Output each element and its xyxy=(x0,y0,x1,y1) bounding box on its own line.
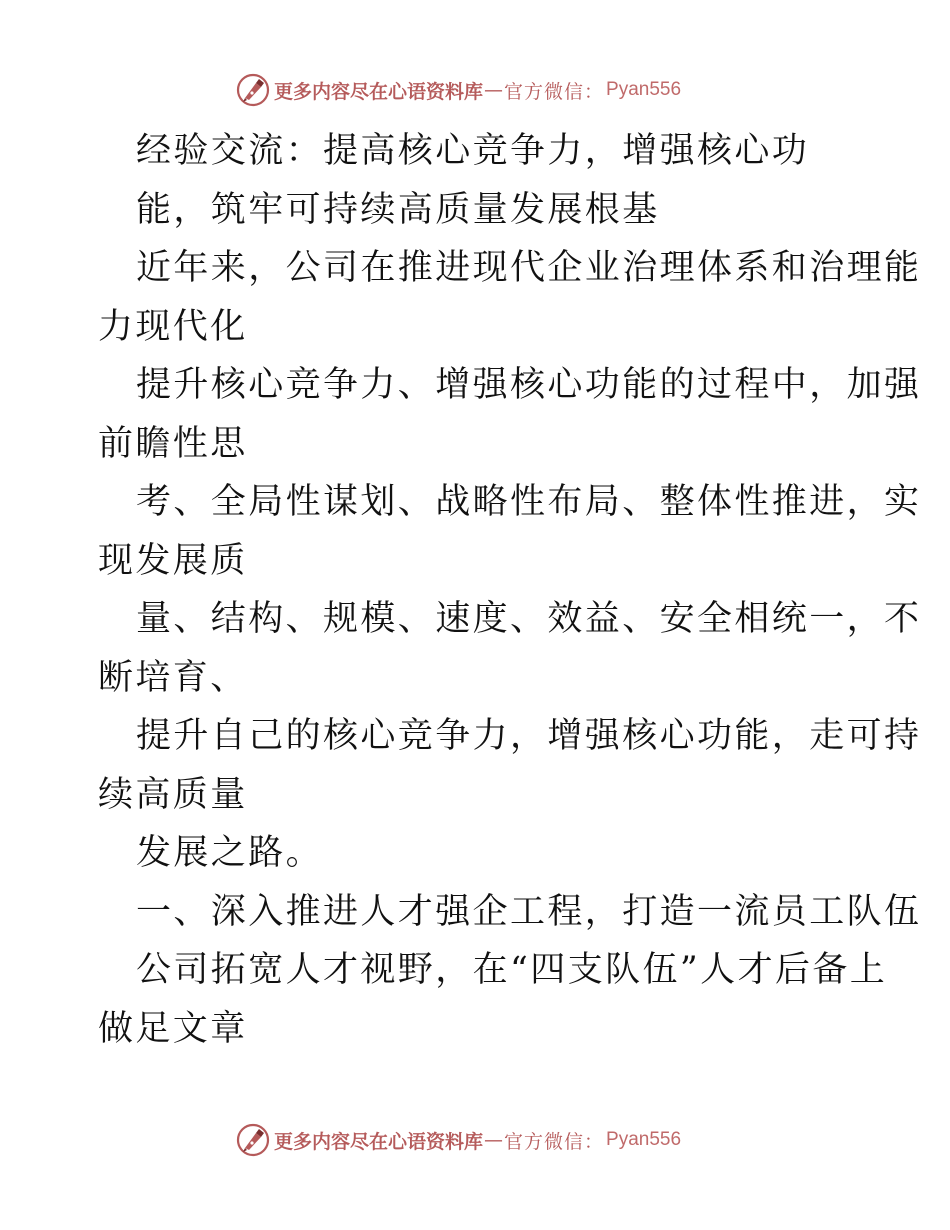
watermark-text: 更多内容尽在心语资料库 xyxy=(274,1130,484,1153)
watermark-dash: — xyxy=(484,1129,504,1151)
footer-watermark xyxy=(236,1122,681,1158)
watermark-wechat-id: Pyan556 xyxy=(606,1129,682,1150)
body-text-line: 一、深入推进人才强企工程，打造一流员工队伍 xyxy=(136,891,922,932)
body-text-line: 考、全局性谋划、战略性布局、整体性推进，实 xyxy=(136,482,922,522)
pen-nib-logo-icon xyxy=(236,1123,270,1157)
body-text-line: 发展之路。 xyxy=(136,833,324,873)
watermark-wechat-label: 官方微信： xyxy=(504,80,605,103)
body-text-line: 公司拓宽人才视野，在“四支队伍”人才后备上 xyxy=(136,950,888,990)
body-text-line: 提升核心竞争力、增强核心功能的过程中，加强 xyxy=(136,365,922,405)
watermark-wechat-label: 官方微信： xyxy=(504,1130,605,1153)
body-text-line: 断培育、 xyxy=(98,657,248,698)
body-text-line: 力现代化 xyxy=(98,306,248,347)
body-text-line: 前瞻性思 xyxy=(98,423,248,464)
body-text-line: 现发展质 xyxy=(98,540,248,581)
watermark-wechat-id: Pyan556 xyxy=(606,79,682,100)
pen-nib-logo-icon xyxy=(236,73,270,107)
body-text-line: 提升自己的核心竞争力，增强核心功能，走可持 xyxy=(136,716,922,756)
body-text-line: 续高质量 xyxy=(98,774,248,815)
header-watermark xyxy=(236,72,681,108)
body-text-line: 量、结构、规模、速度、效益、安全相统一，不 xyxy=(136,599,922,639)
body-text-line: 近年来，公司在推进现代企业治理体系和治理能 xyxy=(136,248,922,288)
body-text-line: 经验交流：提高核心竞争力，增强核心功 xyxy=(136,131,810,171)
document-body xyxy=(98,122,922,1058)
watermark-dash: — xyxy=(484,79,504,101)
body-text-line: 能，筑牢可持续高质量发展根基 xyxy=(136,189,660,230)
body-text-line: 做足文章 xyxy=(98,1008,248,1049)
watermark-text: 更多内容尽在心语资料库 xyxy=(274,80,484,103)
